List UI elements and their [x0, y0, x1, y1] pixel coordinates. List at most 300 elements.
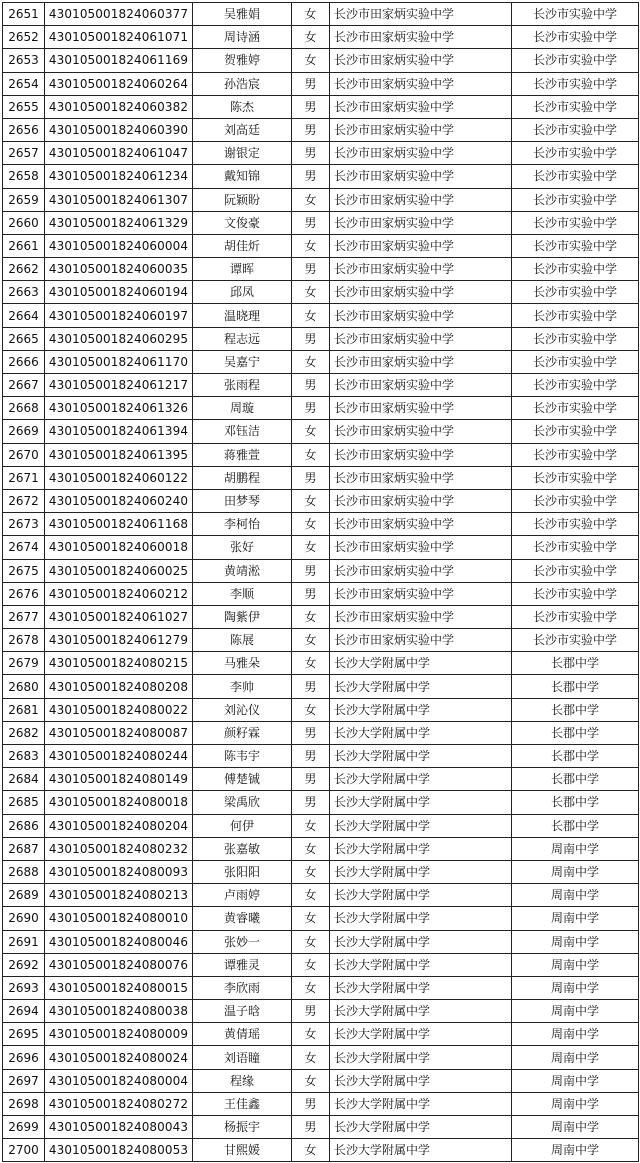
table-row: [3, 49, 639, 72]
graduating-school: 长沙市田家炳实验中学: [330, 211, 512, 234]
admitted-school: 长郡中学: [512, 698, 639, 721]
student-id: 430105001824061217: [45, 374, 193, 397]
student-name: 黄倩瑶: [193, 1023, 292, 1046]
admitted-school: 长沙市实验中学: [512, 605, 639, 628]
student-name: 程缘: [193, 1069, 292, 1092]
student-gender: 男: [292, 1116, 330, 1139]
student-id: 430105001824080213: [45, 884, 193, 907]
admitted-school: 周南中学: [512, 1000, 639, 1023]
table-row: [3, 165, 639, 188]
table-row: [3, 1069, 639, 1092]
student-name: 文俊豪: [193, 211, 292, 234]
student-gender: 男: [292, 745, 330, 768]
admitted-school: 周南中学: [512, 976, 639, 999]
student-name: 张雨程: [193, 374, 292, 397]
admitted-school: 长沙市实验中学: [512, 165, 639, 188]
graduating-school: 长沙市田家炳实验中学: [330, 489, 512, 512]
student-name: 吴嘉宁: [193, 350, 292, 373]
graduating-school: 长沙市田家炳实验中学: [330, 350, 512, 373]
graduating-school: 长沙市田家炳实验中学: [330, 188, 512, 211]
student-id: 430105001824061279: [45, 629, 193, 652]
student-gender: 女: [292, 814, 330, 837]
row-number: 2697: [3, 1069, 45, 1092]
graduating-school: 长沙市田家炳实验中学: [330, 142, 512, 165]
student-name: 卢雨婷: [193, 884, 292, 907]
admitted-school: 长沙市实验中学: [512, 629, 639, 652]
student-id: 430105001824060240: [45, 489, 193, 512]
row-number: 2670: [3, 443, 45, 466]
table-row: [3, 1139, 639, 1162]
student-name: 梁禹欣: [193, 791, 292, 814]
student-id: 430105001824061047: [45, 142, 193, 165]
graduating-school: 长沙大学附属中学: [330, 675, 512, 698]
student-name: 刘语瞳: [193, 1046, 292, 1069]
table-row: [3, 976, 639, 999]
student-gender: 女: [292, 3, 330, 26]
student-name: 邱凤: [193, 281, 292, 304]
table-row: [3, 234, 639, 257]
student-name: 蒋雅萱: [193, 443, 292, 466]
graduating-school: 长沙大学附属中学: [330, 721, 512, 744]
row-number: 2655: [3, 95, 45, 118]
admitted-school: 长郡中学: [512, 675, 639, 698]
student-id: 430105001824061395: [45, 443, 193, 466]
table-row: [3, 211, 639, 234]
table-row: [3, 721, 639, 744]
student-gender: 女: [292, 234, 330, 257]
admitted-school: 长沙市实验中学: [512, 443, 639, 466]
student-name: 傅楚铖: [193, 768, 292, 791]
student-gender: 女: [292, 652, 330, 675]
student-id: 430105001824060390: [45, 118, 193, 141]
student-id: 430105001824060025: [45, 559, 193, 582]
student-name: 谭晖: [193, 258, 292, 281]
row-number: 2679: [3, 652, 45, 675]
student-gender: 男: [292, 72, 330, 95]
admitted-school: 长沙市实验中学: [512, 72, 639, 95]
student-gender: 男: [292, 721, 330, 744]
graduating-school: 长沙市田家炳实验中学: [330, 95, 512, 118]
graduating-school: 长沙市田家炳实验中学: [330, 49, 512, 72]
row-number: 2694: [3, 1000, 45, 1023]
table-row: [3, 605, 639, 628]
student-gender: 女: [292, 698, 330, 721]
graduating-school: 长沙大学附属中学: [330, 976, 512, 999]
table-row: [3, 1023, 639, 1046]
student-id: 430105001824061234: [45, 165, 193, 188]
student-id: 430105001824080010: [45, 907, 193, 930]
student-gender: 女: [292, 443, 330, 466]
student-name: 颜籽霖: [193, 721, 292, 744]
student-id: 430105001824080087: [45, 721, 193, 744]
student-id: 430105001824080076: [45, 953, 193, 976]
table-row: [3, 397, 639, 420]
admitted-school: 长沙市实验中学: [512, 304, 639, 327]
student-name: 马雅朵: [193, 652, 292, 675]
student-id: 430105001824060197: [45, 304, 193, 327]
table-row: [3, 1000, 639, 1023]
admitted-school: 周南中学: [512, 953, 639, 976]
graduating-school: 长沙大学附属中学: [330, 860, 512, 883]
student-gender: 男: [292, 559, 330, 582]
table-row: [3, 304, 639, 327]
admitted-school: 长沙市实验中学: [512, 374, 639, 397]
student-id: 430105001824080046: [45, 930, 193, 953]
student-name: 张好: [193, 536, 292, 559]
table-row: [3, 559, 639, 582]
student-gender: 女: [292, 1069, 330, 1092]
student-name: 张妙一: [193, 930, 292, 953]
admitted-school: 长郡中学: [512, 768, 639, 791]
table-row: [3, 374, 639, 397]
student-name: 杨振宇: [193, 1116, 292, 1139]
admitted-school: 长沙市实验中学: [512, 582, 639, 605]
student-gender: 女: [292, 420, 330, 443]
student-id: 430105001824080018: [45, 791, 193, 814]
student-id: 430105001824061329: [45, 211, 193, 234]
graduating-school: 长沙大学附属中学: [330, 953, 512, 976]
table-row: [3, 142, 639, 165]
student-id: 430105001824080024: [45, 1046, 193, 1069]
graduating-school: 长沙市田家炳实验中学: [330, 397, 512, 420]
student-gender: 女: [292, 930, 330, 953]
student-id: 430105001824061027: [45, 605, 193, 628]
graduating-school: 长沙大学附属中学: [330, 745, 512, 768]
student-name: 温晓理: [193, 304, 292, 327]
row-number: 2689: [3, 884, 45, 907]
admitted-school: 长沙市实验中学: [512, 281, 639, 304]
row-number: 2685: [3, 791, 45, 814]
admitted-school: 周南中学: [512, 860, 639, 883]
student-name: 程志远: [193, 327, 292, 350]
admitted-school: 长沙市实验中学: [512, 466, 639, 489]
graduating-school: 长沙市田家炳实验中学: [330, 513, 512, 536]
admitted-school: 长沙市实验中学: [512, 420, 639, 443]
student-name: 胡佳炘: [193, 234, 292, 257]
student-name: 张嘉敏: [193, 837, 292, 860]
row-number: 2664: [3, 304, 45, 327]
student-gender: 女: [292, 1139, 330, 1162]
row-number: 2695: [3, 1023, 45, 1046]
table-row: [3, 72, 639, 95]
table-row: [3, 258, 639, 281]
graduating-school: 长沙市田家炳实验中学: [330, 536, 512, 559]
student-name: 谢银定: [193, 142, 292, 165]
table-row: [3, 1092, 639, 1115]
student-id: 430105001824061170: [45, 350, 193, 373]
row-number: 2688: [3, 860, 45, 883]
student-name: 邓钰洁: [193, 420, 292, 443]
row-number: 2658: [3, 165, 45, 188]
student-id: 430105001824080272: [45, 1092, 193, 1115]
row-number: 2672: [3, 489, 45, 512]
graduating-school: 长沙大学附属中学: [330, 652, 512, 675]
student-name: 陈展: [193, 629, 292, 652]
student-gender: 女: [292, 953, 330, 976]
student-gender: 女: [292, 49, 330, 72]
student-gender: 男: [292, 374, 330, 397]
student-gender: 女: [292, 536, 330, 559]
student-name: 李顺: [193, 582, 292, 605]
admitted-school: 长沙市实验中学: [512, 3, 639, 26]
student-gender: 男: [292, 397, 330, 420]
row-number: 2700: [3, 1139, 45, 1162]
admitted-school: 周南中学: [512, 930, 639, 953]
row-number: 2653: [3, 49, 45, 72]
student-name: 田梦琴: [193, 489, 292, 512]
table-row: [3, 443, 639, 466]
graduating-school: 长沙市田家炳实验中学: [330, 118, 512, 141]
row-number: 2681: [3, 698, 45, 721]
student-id: 430105001824080043: [45, 1116, 193, 1139]
table-row: [3, 907, 639, 930]
student-name: 李帅: [193, 675, 292, 698]
graduating-school: 长沙大学附属中学: [330, 907, 512, 930]
table-row: [3, 420, 639, 443]
graduating-school: 长沙大学附属中学: [330, 1023, 512, 1046]
row-number: 2693: [3, 976, 45, 999]
graduating-school: 长沙市田家炳实验中学: [330, 582, 512, 605]
table-row: [3, 281, 639, 304]
student-id: 430105001824080149: [45, 768, 193, 791]
row-number: 2667: [3, 374, 45, 397]
student-name: 黄睿曦: [193, 907, 292, 930]
admitted-school: 长沙市实验中学: [512, 327, 639, 350]
student-id: 430105001824060382: [45, 95, 193, 118]
table-row: [3, 745, 639, 768]
table-row: [3, 536, 639, 559]
student-id: 430105001824080204: [45, 814, 193, 837]
student-gender: 男: [292, 1092, 330, 1115]
student-id: 430105001824080215: [45, 652, 193, 675]
student-gender: 女: [292, 188, 330, 211]
student-name: 阮颖盼: [193, 188, 292, 211]
row-number: 2690: [3, 907, 45, 930]
table-row: [3, 953, 639, 976]
student-id: 430105001824060212: [45, 582, 193, 605]
table-row: [3, 768, 639, 791]
student-id: 430105001824061071: [45, 26, 193, 49]
graduating-school: 长沙大学附属中学: [330, 1139, 512, 1162]
row-number: 2673: [3, 513, 45, 536]
row-number: 2654: [3, 72, 45, 95]
student-id: 430105001824060295: [45, 327, 193, 350]
student-id: 430105001824080015: [45, 976, 193, 999]
student-gender: 女: [292, 605, 330, 628]
row-number: 2684: [3, 768, 45, 791]
student-gender: 女: [292, 304, 330, 327]
student-gender: 女: [292, 884, 330, 907]
student-name: 胡鹏程: [193, 466, 292, 489]
student-gender: 女: [292, 837, 330, 860]
admitted-school: 长郡中学: [512, 721, 639, 744]
student-id: 430105001824080232: [45, 837, 193, 860]
row-number: 2682: [3, 721, 45, 744]
admitted-school: 长沙市实验中学: [512, 188, 639, 211]
student-id: 430105001824060004: [45, 234, 193, 257]
student-id: 430105001824061307: [45, 188, 193, 211]
student-gender: 男: [292, 1000, 330, 1023]
student-gender: 男: [292, 95, 330, 118]
row-number: 2668: [3, 397, 45, 420]
student-id: 430105001824061168: [45, 513, 193, 536]
student-name: 戴知锦: [193, 165, 292, 188]
row-number: 2659: [3, 188, 45, 211]
student-gender: 男: [292, 466, 330, 489]
admitted-school: 长沙市实验中学: [512, 142, 639, 165]
student-gender: 女: [292, 860, 330, 883]
table-row: [3, 837, 639, 860]
student-gender: 女: [292, 907, 330, 930]
table-row: [3, 629, 639, 652]
row-number: 2657: [3, 142, 45, 165]
row-number: 2692: [3, 953, 45, 976]
student-gender: 男: [292, 582, 330, 605]
graduating-school: 长沙市田家炳实验中学: [330, 258, 512, 281]
row-number: 2680: [3, 675, 45, 698]
graduating-school: 长沙市田家炳实验中学: [330, 420, 512, 443]
table-row: [3, 3, 639, 26]
table-row: [3, 652, 639, 675]
admitted-school: 长沙市实验中学: [512, 49, 639, 72]
student-id: 430105001824060264: [45, 72, 193, 95]
admitted-school: 周南中学: [512, 907, 639, 930]
row-number: 2656: [3, 118, 45, 141]
graduating-school: 长沙大学附属中学: [330, 837, 512, 860]
graduating-school: 长沙市田家炳实验中学: [330, 605, 512, 628]
student-name: 陈韦宇: [193, 745, 292, 768]
admitted-school: 长沙市实验中学: [512, 95, 639, 118]
student-gender: 女: [292, 281, 330, 304]
student-name: 吴雅娟: [193, 3, 292, 26]
student-id: 430105001824061326: [45, 397, 193, 420]
table-row: [3, 26, 639, 49]
student-gender: 女: [292, 350, 330, 373]
student-gender: 男: [292, 327, 330, 350]
student-name: 谭雅灵: [193, 953, 292, 976]
graduating-school: 长沙大学附属中学: [330, 884, 512, 907]
row-number: 2699: [3, 1116, 45, 1139]
student-id: 430105001824060194: [45, 281, 193, 304]
student-table-body: [3, 3, 639, 1162]
admitted-school: 长郡中学: [512, 745, 639, 768]
row-number: 2676: [3, 582, 45, 605]
student-gender: 女: [292, 976, 330, 999]
row-number: 2687: [3, 837, 45, 860]
row-number: 2652: [3, 26, 45, 49]
student-gender: 男: [292, 768, 330, 791]
table-row: [3, 814, 639, 837]
student-id: 430105001824080208: [45, 675, 193, 698]
admitted-school: 周南中学: [512, 1139, 639, 1162]
admitted-school: 长郡中学: [512, 652, 639, 675]
student-name: 甘熙媛: [193, 1139, 292, 1162]
row-number: 2675: [3, 559, 45, 582]
student-gender: 男: [292, 142, 330, 165]
student-name: 何伊: [193, 814, 292, 837]
student-id: 430105001824060122: [45, 466, 193, 489]
admitted-school: 长沙市实验中学: [512, 513, 639, 536]
row-number: 2669: [3, 420, 45, 443]
admitted-school: 长沙市实验中学: [512, 234, 639, 257]
student-id: 430105001824060018: [45, 536, 193, 559]
row-number: 2666: [3, 350, 45, 373]
table-row: [3, 118, 639, 141]
student-gender: 男: [292, 211, 330, 234]
admitted-school: 周南中学: [512, 1069, 639, 1092]
table-row: [3, 489, 639, 512]
student-table: [2, 2, 639, 1162]
table-row: [3, 350, 639, 373]
table-row: [3, 466, 639, 489]
student-gender: 男: [292, 258, 330, 281]
table-row: [3, 327, 639, 350]
admitted-school: 长沙市实验中学: [512, 258, 639, 281]
graduating-school: 长沙大学附属中学: [330, 1046, 512, 1069]
row-number: 2651: [3, 3, 45, 26]
student-name: 陶紫伊: [193, 605, 292, 628]
student-gender: 女: [292, 629, 330, 652]
student-name: 王佳鑫: [193, 1092, 292, 1115]
table-row: [3, 95, 639, 118]
graduating-school: 长沙市田家炳实验中学: [330, 281, 512, 304]
graduating-school: 长沙市田家炳实验中学: [330, 374, 512, 397]
student-id: 430105001824080022: [45, 698, 193, 721]
table-row: [3, 513, 639, 536]
student-name: 刘高廷: [193, 118, 292, 141]
student-id: 430105001824080093: [45, 860, 193, 883]
student-id: 430105001824060377: [45, 3, 193, 26]
admitted-school: 长沙市实验中学: [512, 350, 639, 373]
student-gender: 女: [292, 1023, 330, 1046]
graduating-school: 长沙市田家炳实验中学: [330, 466, 512, 489]
graduating-school: 长沙大学附属中学: [330, 1000, 512, 1023]
student-id: 430105001824080038: [45, 1000, 193, 1023]
student-name: 孙浩宸: [193, 72, 292, 95]
graduating-school: 长沙市田家炳实验中学: [330, 3, 512, 26]
admitted-school: 周南中学: [512, 884, 639, 907]
row-number: 2698: [3, 1092, 45, 1115]
graduating-school: 长沙市田家炳实验中学: [330, 443, 512, 466]
student-gender: 女: [292, 26, 330, 49]
student-name: 黄靖淞: [193, 559, 292, 582]
graduating-school: 长沙大学附属中学: [330, 1092, 512, 1115]
student-gender: 女: [292, 489, 330, 512]
student-gender: 男: [292, 118, 330, 141]
student-name: 刘沁仪: [193, 698, 292, 721]
graduating-school: 长沙市田家炳实验中学: [330, 72, 512, 95]
table-row: [3, 860, 639, 883]
table-row: [3, 582, 639, 605]
table-row: [3, 791, 639, 814]
table-row: [3, 698, 639, 721]
graduating-school: 长沙市田家炳实验中学: [330, 629, 512, 652]
graduating-school: 长沙大学附属中学: [330, 768, 512, 791]
graduating-school: 长沙大学附属中学: [330, 698, 512, 721]
student-name: 温子晗: [193, 1000, 292, 1023]
student-gender: 男: [292, 165, 330, 188]
admitted-school: 周南中学: [512, 1023, 639, 1046]
student-name: 李柯怡: [193, 513, 292, 536]
graduating-school: 长沙大学附属中学: [330, 1069, 512, 1092]
graduating-school: 长沙市田家炳实验中学: [330, 304, 512, 327]
student-list-sheet: [2, 2, 638, 1162]
student-id: 430105001824060035: [45, 258, 193, 281]
row-number: 2686: [3, 814, 45, 837]
student-id: 430105001824080053: [45, 1139, 193, 1162]
student-id: 430105001824061169: [45, 49, 193, 72]
row-number: 2663: [3, 281, 45, 304]
